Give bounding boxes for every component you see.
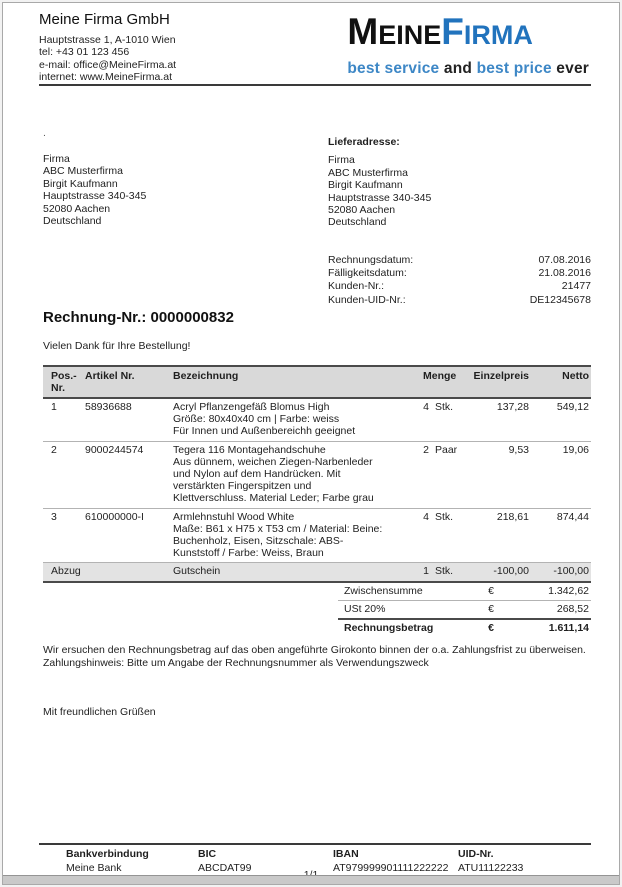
vat-value: 268,52 — [556, 603, 589, 616]
meta-row-customer-vat-id — [328, 294, 591, 307]
invoice-meta — [328, 254, 591, 307]
pos-cell: 2 — [51, 443, 57, 456]
sender-website: internet: www.MeineFirma.at — [39, 70, 173, 83]
table-row — [43, 399, 591, 442]
description-line: Klettverschluss. Material Leder; Farbe grau — [173, 492, 374, 505]
quantity-unit: Stk. — [435, 401, 454, 413]
column-header-bezeichnung: Bezeichnung — [173, 370, 239, 382]
description-line: Acryl Pflanzengefäß Blomus High — [173, 401, 330, 413]
description-line: Tegera 116 Montagehandschuhe — [173, 443, 326, 456]
subtotal-row — [338, 583, 591, 601]
sender-company-name: Meine Firma GmbH — [39, 11, 170, 28]
unit-price-cell: 218,61 — [496, 510, 529, 523]
currency-symbol: € — [488, 585, 494, 598]
net-cell: -100,00 — [553, 565, 589, 578]
column-header-pos: Pos.-Nr. — [51, 370, 77, 394]
table-row-deduction — [43, 563, 591, 582]
meta-label: Rechnungsdatum: — [328, 254, 414, 266]
description-cell — [165, 401, 401, 438]
logo-wordmark — [347, 13, 589, 59]
sender-email: e-mail: office@MeineFirma.at — [39, 58, 177, 71]
billing-address-block — [43, 127, 146, 227]
logo-word1-rest: EINE — [378, 20, 442, 50]
grand-total-label: Rechnungsbetrag — [344, 622, 434, 635]
description-line: Buchenholz, Eisen, Sitzschale: ABS- — [173, 535, 344, 548]
description-cell — [165, 444, 401, 505]
description-line: Gutschein — [173, 565, 221, 578]
tagline-part2: and — [439, 60, 477, 77]
bic-label: BIC — [198, 848, 217, 860]
pos-cell: Abzug — [51, 565, 81, 578]
unit-price-cell: 137,28 — [496, 401, 529, 413]
pos-cell: 3 — [51, 510, 57, 523]
menge-cell — [401, 444, 467, 505]
bank-name-value: Meine Bank — [66, 861, 122, 874]
meta-row-due-date — [328, 267, 591, 280]
uid-label: UID-Nr. — [458, 848, 494, 860]
quantity-unit: Paar — [435, 443, 458, 456]
description-line: Maße: B61 x H75 x T53 cm / Material: Beine: — [173, 522, 383, 535]
meta-row-invoice-date — [328, 254, 591, 267]
delivery-address-line: ABC Musterfirma — [328, 166, 408, 179]
totals-block — [338, 583, 591, 637]
net-cell: 549,12 — [556, 401, 589, 413]
description-line: verstärkten Fingerspitzen und — [173, 480, 312, 493]
closing-text: Mit freundlichen Grüßen — [43, 705, 156, 718]
menge-cell — [401, 565, 467, 577]
vat-label: USt 20% — [344, 603, 386, 616]
invoice-body — [43, 365, 591, 718]
column-header-einzelpreis: Einzelpreis — [473, 370, 529, 382]
sender-phone: tel: +43 01 123 456 — [39, 46, 130, 59]
quantity-value: 4 — [423, 401, 429, 413]
meta-value: DE12345678 — [529, 293, 591, 306]
sender-address: Hauptstrasse 1, A-1010 Wien — [39, 34, 176, 46]
description-line: Armlehnstuhl Wood White — [173, 510, 295, 523]
bank-name-label: Bankverbindung — [66, 848, 149, 860]
unit-price-cell: -100,00 — [493, 565, 529, 578]
quantity-unit: Stk. — [435, 510, 454, 523]
logo-word1-initial: M — [347, 11, 379, 52]
billing-address-line: Hauptstrasse 340-345 — [43, 190, 147, 203]
grand-total-row — [338, 618, 591, 637]
artikel-cell: 9000244574 — [85, 443, 144, 456]
description-line: Größe: 80x40x40 cm | Farbe: weiss — [173, 413, 340, 426]
logo-word2-initial: F — [441, 11, 464, 52]
pos-cell: 1 — [51, 401, 57, 413]
delivery-address-block — [328, 136, 431, 229]
meta-label: Kunden-Nr.: — [328, 280, 385, 293]
artikel-cell — [85, 565, 165, 577]
billing-address-line: Birgit Kaufmann — [43, 177, 118, 190]
grand-total-value: 1.611,14 — [548, 622, 589, 635]
billing-address-line: 52080 Aachen — [43, 202, 111, 215]
iban-label: IBAN — [333, 848, 359, 860]
meta-value: 21477 — [561, 280, 591, 293]
bic-value: ABCDAT99 — [198, 861, 252, 874]
vat-row — [338, 601, 591, 618]
company-logo — [347, 13, 589, 78]
description-line: Für Innen und Außenbereichh geeignet — [173, 425, 356, 438]
menge-cell — [401, 511, 467, 560]
subtotal-label: Zwischensumme — [344, 585, 423, 598]
uid-value: ATU11122233 — [458, 861, 524, 874]
footer-divider — [39, 843, 591, 845]
payment-note-line: Wir ersuchen den Rechnungsbetrag auf das oben angeführte Girokonto binnen der o.a. Zahlungsfrist zu überweisen. — [43, 643, 586, 656]
delivery-address-line: Firma — [328, 154, 355, 167]
delivery-address-label: Lieferadresse: — [328, 136, 400, 148]
column-header-artikel: Artikel Nr. — [85, 370, 135, 382]
meta-value: 21.08.2016 — [538, 267, 591, 280]
header-divider — [39, 84, 591, 86]
currency-symbol: € — [488, 622, 494, 635]
delivery-address-line: Deutschland — [328, 216, 387, 229]
quantity-value: 2 — [423, 443, 429, 456]
subtotal-value: 1.342,62 — [548, 585, 589, 598]
logo-word2-rest: IRMA — [463, 20, 533, 50]
payment-note-line: Zahlungshinweis: Bitte um Angabe der Rechnungsnummer als Verwendungszweck — [43, 656, 429, 669]
description-cell — [165, 511, 401, 560]
column-header-menge: Menge — [423, 370, 457, 382]
address-dot: . — [43, 127, 46, 139]
invoice-title: Rechnung-Nr.: 0000000832 — [43, 309, 234, 326]
delivery-address-line: Birgit Kaufmann — [328, 179, 403, 192]
items-table-header — [43, 365, 591, 399]
invoice-page — [2, 2, 620, 885]
logo-tagline — [347, 60, 589, 78]
greeting-text: Vielen Dank für Ihre Bestellung! — [43, 340, 191, 352]
quantity-value: 4 — [423, 510, 429, 523]
delivery-address-line: Hauptstrasse 340-345 — [328, 191, 432, 204]
quantity-value: 1 — [423, 565, 429, 578]
net-cell: 874,44 — [556, 510, 589, 523]
currency-symbol: € — [488, 603, 494, 616]
menge-cell — [401, 401, 467, 438]
description-line: Aus dünnem, weichen Ziegen-Narbenleder — [173, 455, 373, 468]
description-line: Kunststoff / Farbe: Weiss, Braun — [173, 547, 324, 560]
billing-address-line: Firma — [43, 153, 70, 165]
delivery-address-line: 52080 Aachen — [328, 204, 396, 217]
meta-label: Fälligkeitsdatum: — [328, 267, 407, 280]
tagline-part1: best service — [347, 60, 440, 77]
description-line: und Nylon auf dem Handrücken. Mit — [173, 468, 341, 481]
payment-note — [43, 644, 591, 670]
tagline-part3: best price — [476, 60, 552, 77]
artikel-cell: 610000000-I — [85, 510, 144, 523]
meta-value: 07.08.2016 — [538, 254, 591, 266]
meta-row-customer-number — [328, 280, 591, 293]
billing-address-line: ABC Musterfirma — [43, 165, 123, 178]
page-bottom-edge — [3, 875, 619, 884]
description-cell — [165, 565, 401, 577]
net-cell: 19,06 — [562, 443, 589, 456]
artikel-cell: 58936688 — [85, 401, 132, 413]
table-row — [43, 509, 591, 564]
table-row — [43, 442, 591, 509]
quantity-unit: Stk. — [435, 565, 454, 578]
tagline-part4: ever — [551, 60, 589, 77]
iban-value: AT979999901111222222 — [333, 861, 449, 874]
sender-block — [39, 11, 176, 83]
column-header-netto: Netto — [562, 370, 589, 382]
billing-address-line: Deutschland — [43, 215, 102, 228]
unit-price-cell: 9,53 — [508, 443, 529, 456]
meta-label: Kunden-UID-Nr.: — [328, 293, 406, 306]
